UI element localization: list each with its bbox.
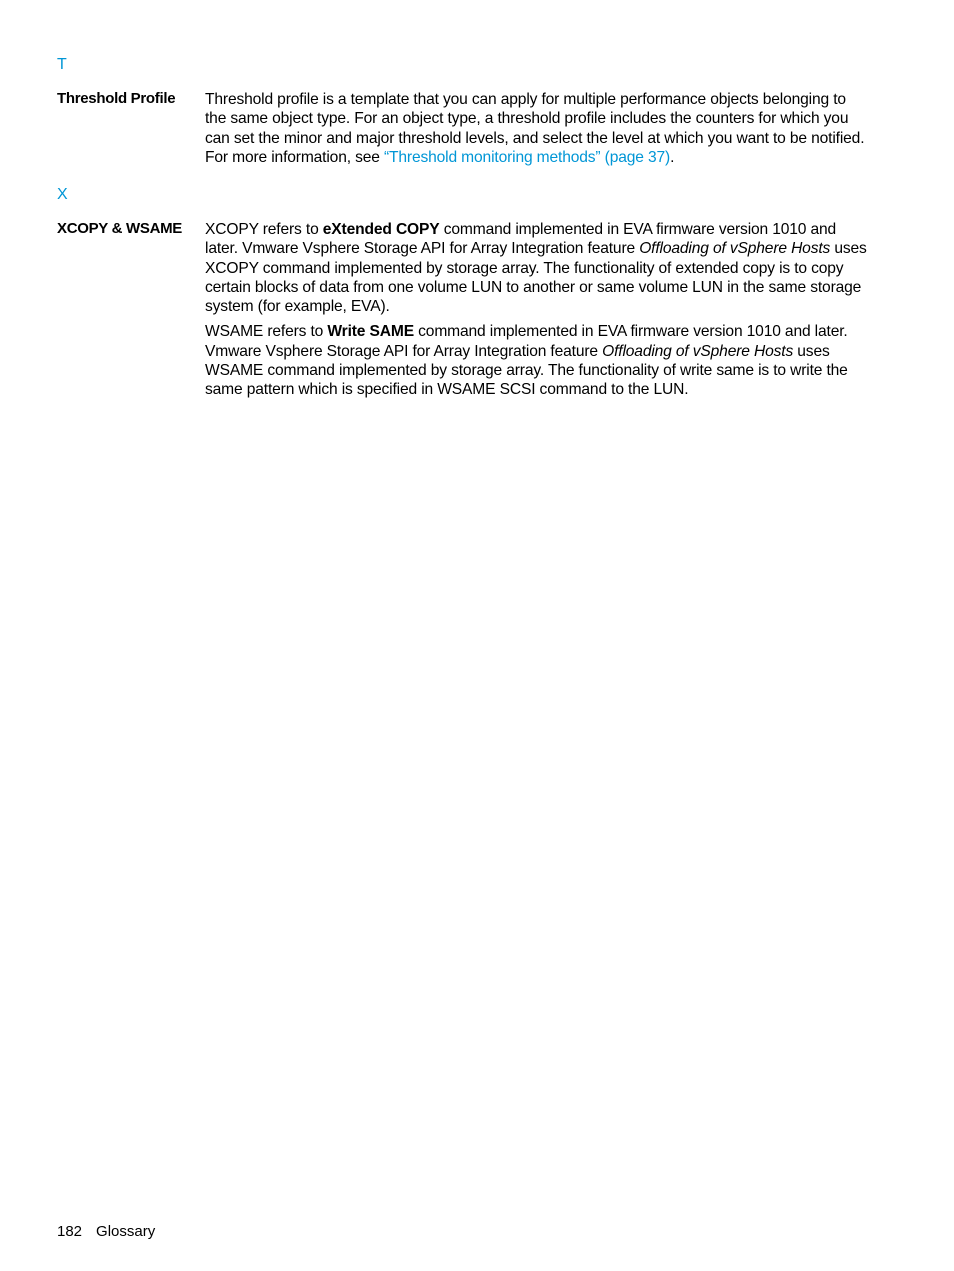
- definition-paragraph-xcopy: [205, 220, 871, 316]
- definition-text: uses WSAME command implemented by storage array. The functionality of write same is to write the same pattern which is specified in WSAME SCSI command to the LUN.: [205, 342, 848, 399]
- definition-text: Threshold profile is a template that you can apply for multiple performance objects belonging to the same object type. For an object type, a threshold profile includes the counters for which you can set the minor and major threshold levels, and select the level at which you want to be notified. For more information, see: [205, 91, 865, 166]
- section-letter-x: X: [57, 186, 68, 203]
- definition-italic-feature: Offloading of vSphere Hosts: [602, 342, 794, 360]
- definition-text: XCOPY refers to: [205, 221, 323, 238]
- definition-text: .: [670, 148, 675, 166]
- definition-text: WSAME refers to: [205, 323, 328, 341]
- definition-text: uses XCOPY command implemented by storage array. The functionality of extended copy is to copy certain blocks of data from one volume LUN to another or same volume LUN in the same storage system (for example, EVA).: [205, 240, 867, 316]
- glossary-definition-xcopy-wsame: [205, 220, 871, 406]
- glossary-term-xcopy-wsame: XCOPY & WSAME: [57, 220, 183, 237]
- glossary-definition-threshold-profile: [205, 90, 871, 173]
- definition-paragraph: [205, 90, 871, 167]
- definition-paragraph-wsame: [205, 322, 871, 399]
- page-footer: [57, 1223, 155, 1240]
- definition-bold-term: eXtended COPY: [322, 221, 440, 238]
- glossary-term-threshold-profile: Threshold Profile: [57, 90, 176, 107]
- definition-text: command implemented in EVA firmware version 1010 and later. Vmware Vsphere Storage API for Array Integration feature: [205, 323, 848, 360]
- threshold-monitoring-methods-link[interactable]: “Threshold monitoring methods” (page 37): [383, 148, 671, 166]
- page-number: 182: [57, 1223, 83, 1240]
- definition-italic-feature: Offloading of vSphere Hosts: [639, 240, 831, 258]
- definition-text: command implemented in EVA firmware version 1010 and later. Vmware Vsphere Storage API for Array Integration feature: [205, 221, 837, 258]
- section-letter-t: T: [57, 56, 67, 73]
- footer-section-title: Glossary: [96, 1223, 156, 1240]
- definition-bold-term: Write SAME: [327, 323, 414, 341]
